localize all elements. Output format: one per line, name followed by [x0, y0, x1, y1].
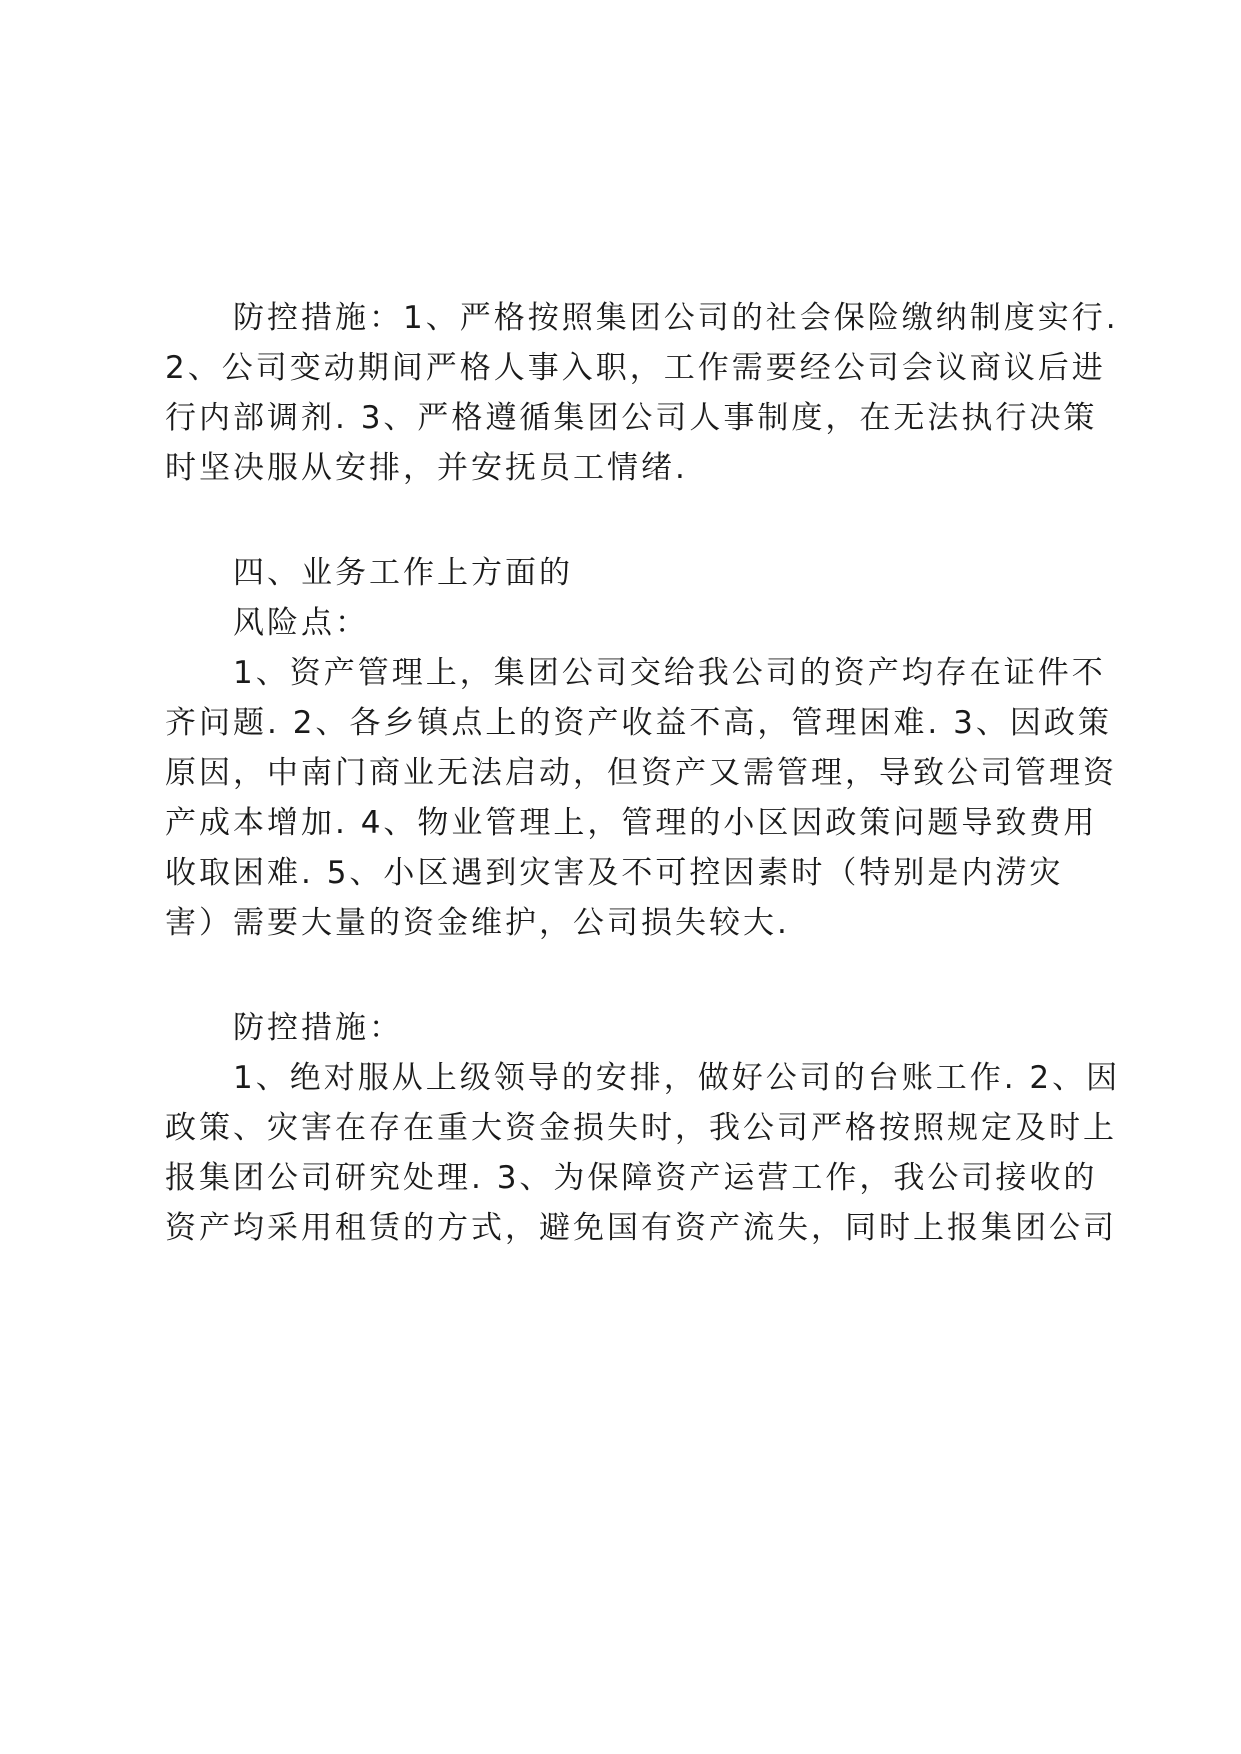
paragraph-line: 原因，中南门商业无法启动，但资产又需管理，导致公司管理资 [165, 755, 1117, 791]
paragraph-line: 政策、灾害在存在重大资金损失时，我公司严格按照规定及时上 [165, 1110, 1117, 1146]
paragraph-line: 1、绝对服从上级领导的安排，做好公司的台账工作. 2、因 [233, 1060, 1121, 1096]
section-heading: 四、业务工作上方面的 [233, 555, 573, 591]
paragraph-line: 资产均采用租赁的方式，避免国有资产流失，同时上报集团公司 [165, 1210, 1117, 1246]
subheading-measures: 防控措施： [233, 1010, 403, 1046]
paragraph-line: 齐问题. 2、各乡镇点上的资产收益不高，管理困难. 3、因政策 [165, 705, 1112, 741]
paragraph-line: 时坚决服从安排，并安抚员工情绪. [165, 450, 688, 486]
paragraph-line: 2、公司变动期间严格人事入职，工作需要经公司会议商议后进 [165, 350, 1106, 386]
paragraph-line: 报集团公司研究处理. 3、为保障资产运营工作，我公司接收的 [165, 1160, 1098, 1196]
paragraph-line: 防控措施：1、严格按照集团公司的社会保险缴纳制度实行. [233, 300, 1119, 336]
subheading-risk-points: 风险点： [233, 605, 369, 641]
paragraph-line: 收取困难. 5、小区遇到灾害及不可控因素时（特别是内涝灾 [165, 855, 1064, 891]
paragraph-line: 行内部调剂. 3、严格遵循集团公司人事制度，在无法执行决策 [165, 400, 1098, 436]
paragraph-line: 产成本增加. 4、物业管理上，管理的小区因政策问题导致费用 [165, 805, 1098, 841]
paragraph-line: 1、资产管理上，集团公司交给我公司的资产均存在证件不 [233, 655, 1106, 691]
paragraph-line: 害）需要大量的资金维护，公司损失较大. [165, 905, 790, 941]
